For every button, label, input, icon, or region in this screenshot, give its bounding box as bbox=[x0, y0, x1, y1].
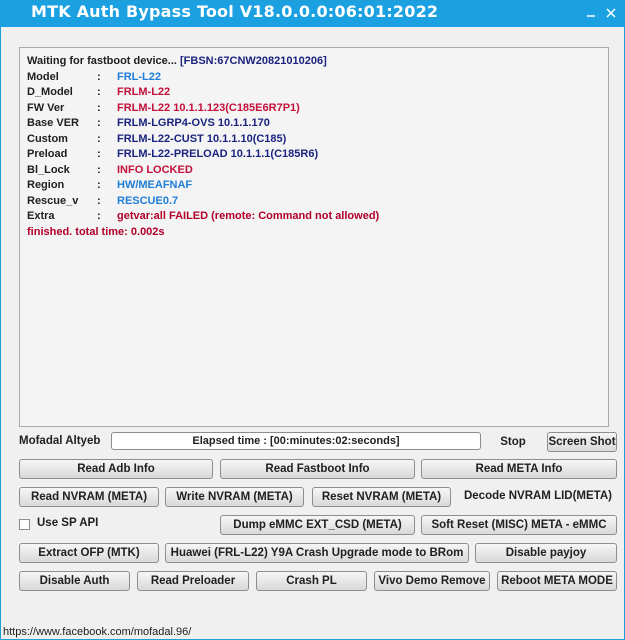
log-key: Preload bbox=[27, 148, 68, 160]
read-meta-info-button[interactable]: Read META Info bbox=[421, 459, 617, 479]
log-finished: finished. total time: 0.002s bbox=[27, 225, 165, 238]
log-key: D_Model bbox=[27, 86, 73, 98]
title-bar[interactable] bbox=[1, 1, 624, 27]
log-colon: : bbox=[97, 117, 101, 129]
log-key: FW Ver bbox=[27, 101, 65, 114]
reset-nvram-button[interactable]: Reset NVRAM (META) bbox=[312, 487, 451, 507]
log-value: FRLM-L22 10.1.1.123(C185E6R7P1) bbox=[117, 101, 300, 114]
close-button[interactable] bbox=[601, 2, 621, 24]
log-key: Rescue_v bbox=[27, 194, 79, 207]
log-value: FRL-L22 bbox=[117, 70, 161, 83]
log-value: INFO LOCKED bbox=[117, 163, 193, 176]
disable-payjoy-button[interactable]: Disable payjoy bbox=[475, 543, 617, 563]
log-row-extra bbox=[27, 209, 608, 225]
close-icon bbox=[606, 8, 616, 18]
log-value: FRLM-L22-CUST 10.1.1.10(C185) bbox=[117, 132, 287, 145]
log-colon: : bbox=[97, 210, 101, 222]
log-row-bllock bbox=[27, 163, 608, 179]
log-key: Custom bbox=[27, 132, 68, 145]
log-colon: : bbox=[97, 194, 101, 207]
use-sp-api-checkbox[interactable] bbox=[19, 519, 30, 530]
soft-reset-button[interactable]: Soft Reset (MISC) META - eMMC bbox=[421, 515, 617, 535]
author-label: Mofadal Altyeb bbox=[19, 435, 101, 447]
log-row-region bbox=[27, 178, 608, 194]
log-value: RESCUE0.7 bbox=[117, 194, 179, 207]
log-colon: : bbox=[97, 179, 101, 191]
log-serial: [FBSN:67CNW20821010206] bbox=[180, 55, 327, 67]
log-key: Model bbox=[27, 70, 59, 83]
log-output[interactable] bbox=[19, 47, 609, 427]
reboot-meta-mode-button[interactable]: Reboot META MODE bbox=[497, 571, 617, 591]
use-sp-api-label: Use SP API bbox=[37, 517, 99, 529]
log-waiting-text: Waiting for fastboot device... bbox=[27, 55, 180, 67]
log-colon: : bbox=[97, 70, 101, 83]
log-key: Region bbox=[27, 179, 65, 191]
window-title: MTK Auth Bypass Tool V18.0.0.0:06:01:2022 bbox=[31, 2, 439, 21]
log-value: FRLM-L22 bbox=[117, 86, 171, 98]
elapsed-time-bar: Elapsed time : [00:minutes:02:seconds] bbox=[111, 432, 481, 450]
read-preloader-button[interactable]: Read Preloader bbox=[137, 571, 249, 591]
log-colon: : bbox=[97, 163, 101, 176]
log-value: FRLM-LGRP4-OVS 10.1.1.170 bbox=[117, 117, 270, 129]
log-colon: : bbox=[97, 132, 101, 145]
write-nvram-button[interactable]: Write NVRAM (META) bbox=[165, 487, 304, 507]
extract-ofp-button[interactable]: Extract OFP (MTK) bbox=[19, 543, 159, 563]
read-fastboot-info-button[interactable]: Read Fastboot Info bbox=[220, 459, 415, 479]
log-row-rescue bbox=[27, 194, 608, 210]
log-value: getvar:all FAILED (remote: Command not allowed) bbox=[117, 210, 380, 222]
read-adb-info-button[interactable]: Read Adb Info bbox=[19, 459, 213, 479]
log-key: Extra bbox=[27, 210, 55, 222]
log-key: Base VER bbox=[27, 117, 79, 129]
stop-button[interactable]: Stop bbox=[500, 436, 526, 448]
log-value: FRLM-L22-PRELOAD 10.1.1.1(C185R6) bbox=[117, 148, 319, 160]
log-row-custom bbox=[27, 132, 608, 148]
log-colon: : bbox=[97, 148, 101, 160]
minimize-button[interactable] bbox=[581, 2, 601, 24]
log-colon: : bbox=[97, 101, 101, 114]
log-key: Bl_Lock bbox=[27, 163, 70, 176]
footer-link[interactable]: https://www.facebook.com/mofadal.96/ bbox=[3, 626, 192, 638]
log-row-basever bbox=[27, 116, 608, 132]
read-nvram-button[interactable]: Read NVRAM (META) bbox=[19, 487, 159, 507]
log-row-fwver bbox=[27, 101, 608, 117]
vivo-demo-remove-button[interactable]: Vivo Demo Remove bbox=[374, 571, 490, 591]
decode-nvram-button[interactable]: Decode NVRAM LID(META) bbox=[463, 490, 612, 502]
screen-shot-button[interactable]: Screen Shot bbox=[547, 432, 617, 452]
disable-auth-button[interactable]: Disable Auth bbox=[19, 571, 130, 591]
dump-emmc-button[interactable]: Dump eMMC EXT_CSD (META) bbox=[220, 515, 415, 535]
log-colon: : bbox=[97, 86, 101, 98]
minimize-icon bbox=[586, 8, 596, 18]
huawei-crash-button[interactable]: Huawei (FRL-L22) Y9A Crash Upgrade mode to BRom bbox=[165, 543, 469, 563]
crash-pl-button[interactable]: Crash PL bbox=[256, 571, 367, 591]
log-row-preload bbox=[27, 147, 608, 163]
log-waiting-line bbox=[27, 54, 608, 70]
log-value: HW/MEAFNAF bbox=[117, 179, 193, 191]
log-row-dmodel bbox=[27, 85, 608, 101]
log-row-model bbox=[27, 70, 608, 86]
